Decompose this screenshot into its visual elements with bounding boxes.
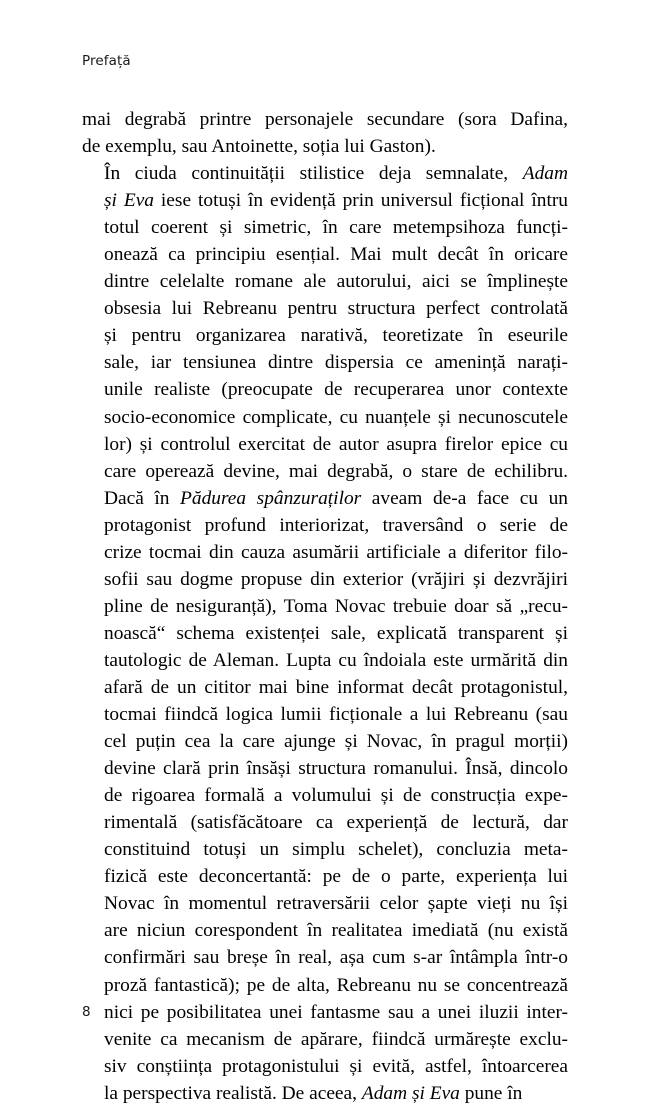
italic-title: și Eva [104,190,154,212]
page-number: 8 [82,1004,91,1020]
text-line [82,1026,568,1053]
text-line [82,566,568,593]
paragraph [82,160,568,1107]
text-line [82,295,568,322]
text-run: protagonist profund interiorizat, traversând o serie de [104,514,568,536]
text-run: Novac în momentul retraversării celor șapte vieți nu își [104,893,568,915]
text-run: pune în [459,1082,523,1104]
text-line [82,458,568,485]
text-line [82,593,568,620]
body-text [82,106,568,1107]
text-run: care operează devine, mai degrabă, o stare de echilibru. [104,460,568,482]
text-line [82,620,568,647]
text-line [82,890,568,917]
text-run: fizică este deconcertantă: pe de o parte, experiența lui [104,866,568,888]
text-line [82,1080,568,1107]
text-line [82,917,568,944]
text-run: cel puțin cea la care ajunge și Novac, în pragul morții) [104,731,568,753]
text-run: devine clară prin însăși structura romanului. Însă, dincolo [104,758,568,780]
running-head: Prefață [82,53,131,69]
text-run: și pentru organizarea narativă, teoretizate în eseurile [104,325,568,347]
text-line [82,187,568,214]
text-line [82,431,568,458]
text-run: dintre celelalte romane ale autorului, aici se împlinește [104,271,568,293]
text-run: de rigoarea formală a volumului și de construcția expe- [104,785,568,807]
text-run: totul coerent și simetric, în care metempsihoza funcți- [104,217,568,239]
text-run: Dacă în [104,487,181,509]
text-run: nici pe posibilitatea unei fantasme sau a unei iluzii inter- [104,1001,568,1023]
text-line [82,512,568,539]
text-line [82,647,568,674]
text-run: sale, iar tensiunea dintre dispersia ce amenință narați- [104,352,568,374]
text-run: noască“ schema existenței sale, explicată transparent și [104,622,568,644]
text-line [82,241,568,268]
text-line [82,485,568,512]
text-run: sofii sau dogme propuse din exterior (vrăjiri și dezvrăjiri [104,568,568,590]
text-run: tautologic de Aleman. Lupta cu îndoiala este urmărită din [104,649,568,671]
text-line [82,133,568,160]
text-run: pline de nesiguranță), Toma Novac trebuie doar să „recu- [104,595,568,617]
text-run: la perspectiva realistă. De aceea, [104,1082,362,1104]
text-run: tocmai fiindcă logica lumii ficționale a lui Rebreanu (sau [104,704,568,726]
text-run: unile realiste (preocupate de recuperarea unor contexte [104,379,568,401]
paragraph [82,106,568,160]
text-line [82,836,568,863]
text-line [82,160,568,187]
italic-title: Adam și Eva [361,1082,460,1104]
text-run: crize tocmai din cauza asumării artificiale a diferitor filo- [104,541,568,563]
text-line [82,539,568,566]
text-run: confirmări sau breșe în real, așa cum s-ar întâmpla într-o [104,947,568,969]
text-run: aveam de-a face cu un [361,487,568,509]
text-line [82,944,568,971]
text-line [82,782,568,809]
text-line [82,728,568,755]
text-run: afară de un cititor mai bine informat decât protagonistul, [104,676,568,698]
text-run: iese totuși în evidență prin universul ficțional întru [154,190,568,212]
text-run: constituind totuși un simplu schelet), concluzia meta- [104,839,568,861]
text-line [82,404,568,431]
text-run: mai degrabă printre personajele secundare (sora Dafina, [82,109,568,130]
text-line [82,755,568,782]
text-line [82,674,568,701]
text-line [82,268,568,295]
text-run: rimentală (satisfăcătoare ca experiență de lectură, dar [104,812,568,834]
text-run: socio-economice complicate, cu nuanțele și necunoscutele [104,406,568,428]
text-run: are niciun corespondent în realitatea imediată (nu există [104,920,568,942]
text-line [82,349,568,376]
text-line [82,214,568,241]
text-line [82,999,568,1026]
text-line [82,809,568,836]
text-run: lor) și controlul exercitat de autor asupra firelor epice cu [104,433,568,455]
text-run: de exemplu, sau Antoinette, soția lui Gaston). [82,136,436,158]
italic-title: Pădurea spânzuraților [180,487,362,509]
text-line [82,701,568,728]
text-line [82,106,568,133]
text-line [82,1053,568,1080]
text-line [82,322,568,349]
text-run: proză fantastică); pe de alta, Rebreanu nu se concentrează [104,974,568,996]
text-run: obsesia lui Rebreanu pentru structura perfect controlată [104,298,568,320]
text-run: În ciuda continuității stilistice deja semnalate, [104,163,523,185]
text-run: onează ca principiu esențial. Mai mult decât în oricare [104,244,568,266]
text-run: venite ca mecanism de apărare, fiindcă urmărește exclu- [104,1028,568,1050]
text-line [82,972,568,999]
text-line [82,376,568,403]
italic-title: Adam [522,163,568,185]
text-line [82,863,568,890]
text-run: siv conștiința protagonistului și evită, astfel, întoarcerea [104,1055,568,1077]
